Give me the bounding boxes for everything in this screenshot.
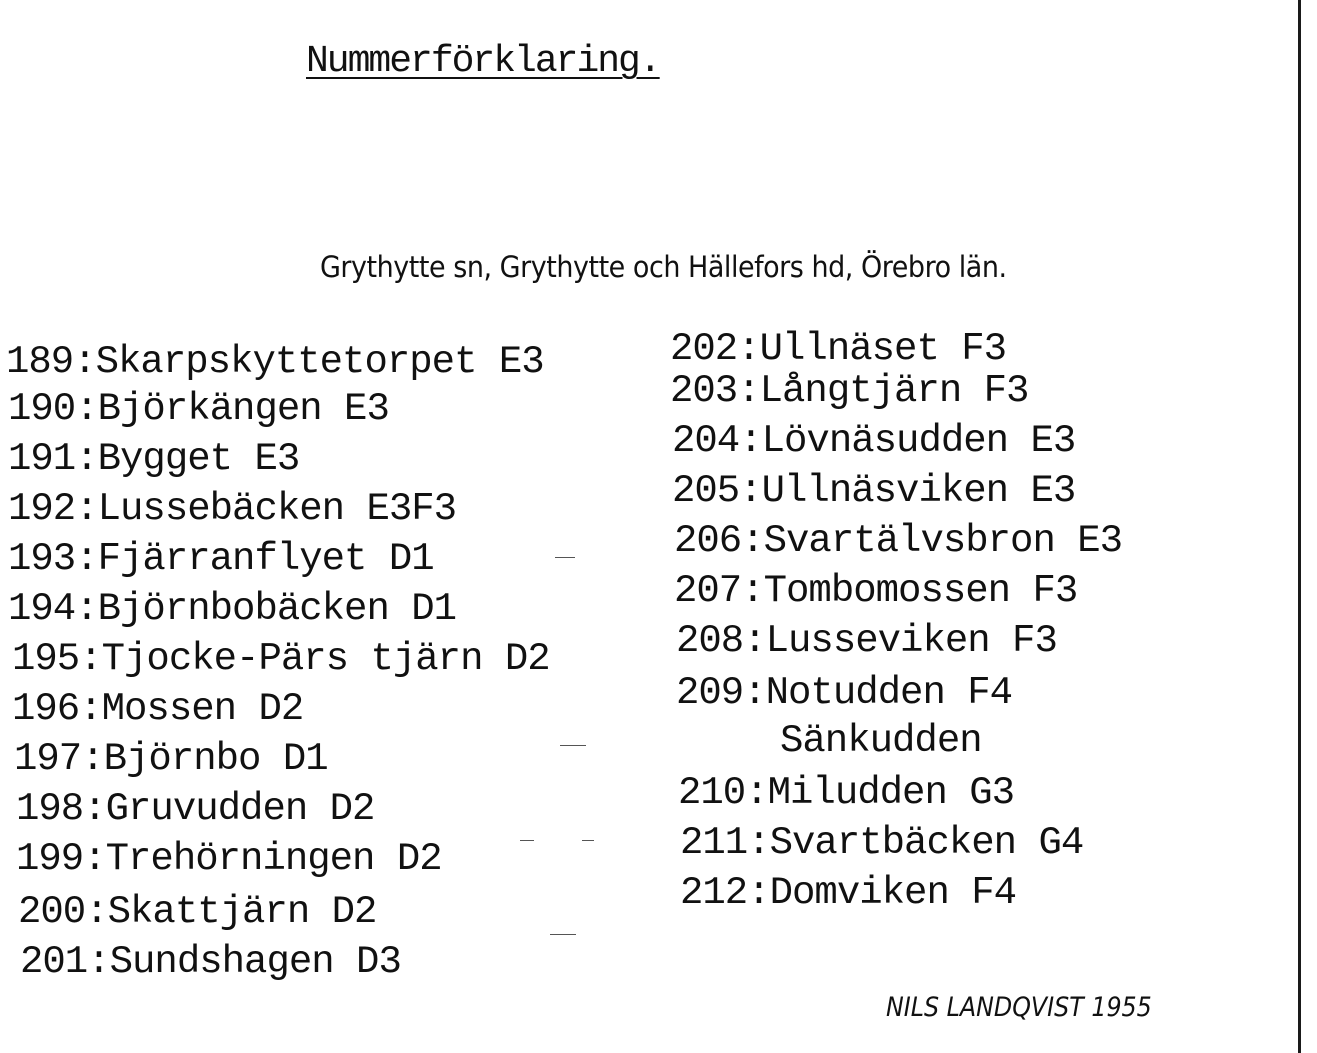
entry-194: 194:Björnbobäcken D1 [8, 587, 457, 631]
scan-speck [555, 557, 575, 558]
entry-191: 191:Bygget E3 [8, 437, 300, 481]
entry-209: 209:Notudden F4 [676, 671, 1013, 715]
entry-189: 189:Skarpskyttetorpet E3 [6, 340, 544, 384]
entry-204: 204:Lövnäsudden E3 [672, 419, 1076, 463]
scan-speck [520, 840, 534, 841]
entry-211: 211:Svartbäcken G4 [680, 821, 1084, 865]
entry-190: 190:Björkängen E3 [8, 387, 389, 431]
entry-202: 202:Ullnäset F3 [670, 327, 1007, 371]
scan-speck [582, 840, 594, 841]
entry-203: 203:Långtjärn F3 [670, 369, 1029, 413]
entry-205: 205:Ullnäsviken E3 [672, 469, 1076, 513]
entry-207: 207:Tombomossen F3 [674, 569, 1078, 613]
entry-195: 195:Tjocke-Pärs tjärn D2 [12, 637, 550, 681]
entry-196: 196:Mossen D2 [12, 687, 304, 731]
entry-210: 210:Miludden G3 [678, 771, 1015, 815]
entry-212: 212:Domviken F4 [680, 871, 1017, 915]
entry-200: 200:Skattjärn D2 [18, 890, 377, 934]
entry-193: 193:Fjärranflyet D1 [8, 537, 434, 581]
entry-206: 206:Svartälvsbron E3 [674, 519, 1123, 563]
entry-199: 199:Trehörningen D2 [16, 837, 442, 881]
document-subtitle: Grythytte sn, Grythytte och Hällefors hd, Örebro län. [320, 250, 1007, 284]
scan-speck [550, 934, 576, 935]
scan-speck [560, 745, 586, 746]
entry-192: 192:Lussebäcken E3F3 [8, 487, 457, 531]
entry-208: 208:Lusseviken F3 [676, 619, 1057, 663]
entry-198: 198:Gruvudden D2 [16, 787, 375, 831]
entry-201: 201:Sundshagen D3 [20, 940, 401, 984]
page-edge-line [1298, 0, 1301, 1053]
document-title: Nummerförklaring. [306, 40, 660, 83]
signature: NILS LANDQVIST 1955 [886, 992, 1152, 1023]
entry-209-alt: Sänkudden [780, 719, 982, 763]
entry-197: 197:Björnbo D1 [14, 737, 328, 781]
